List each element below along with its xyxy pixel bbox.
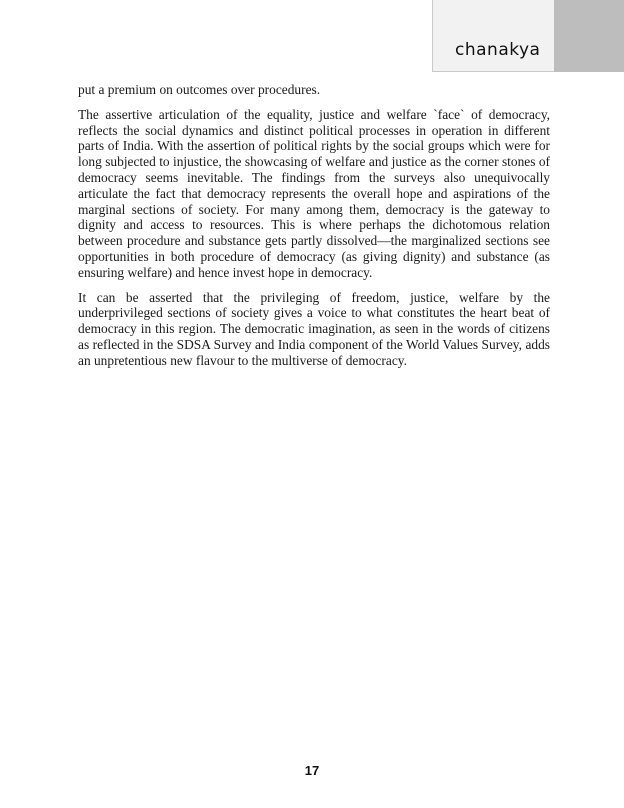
header-tab: [432, 0, 554, 72]
page-body: [78, 82, 550, 378]
paragraph-democratic-imagination: It can be asserted that the privileging of freedom, justice, welfare by the underprivileged sections of society gives a voice to what constitutes the heart beat of democracy in this region. The democratic imagination, as seen in the words of citizens as reflected in the SDSA Survey and India component of the World Values Survey, adds an unpretentious new flavour to the multiverse of democracy.: [78, 289, 550, 368]
page-number: 17: [304, 763, 320, 778]
paragraph-continuation: put a premium on outcomes over procedures.: [78, 82, 321, 97]
brand-logo: chanakya: [455, 40, 541, 60]
paragraph-equality-justice-welfare: The assertive articulation of the equality, justice and welfare `face` of democracy, reflects the social dynamics and distinct political processes in operation in different parts of India. With the assertion of political rights by the social groups which were for long subjected to injustice, the showcasing of welfare and justice as the corner stones of democracy seems inevitable. The findings from the surveys also unequivocally articulate the fact that democracy represents the overall hope and aspirations of the marginal sections of society. For many among them, democracy is the gateway to dignity and access to resources. This is where perhaps the dichotomous relation between procedure and substance gets partly dissolved—the marginalized sections see opportunities in both procedure of democracy (as giving dignity) and substance (as ensuring welfare) and hence invest hope in democracy.: [78, 106, 550, 280]
header-strip: [554, 0, 624, 72]
